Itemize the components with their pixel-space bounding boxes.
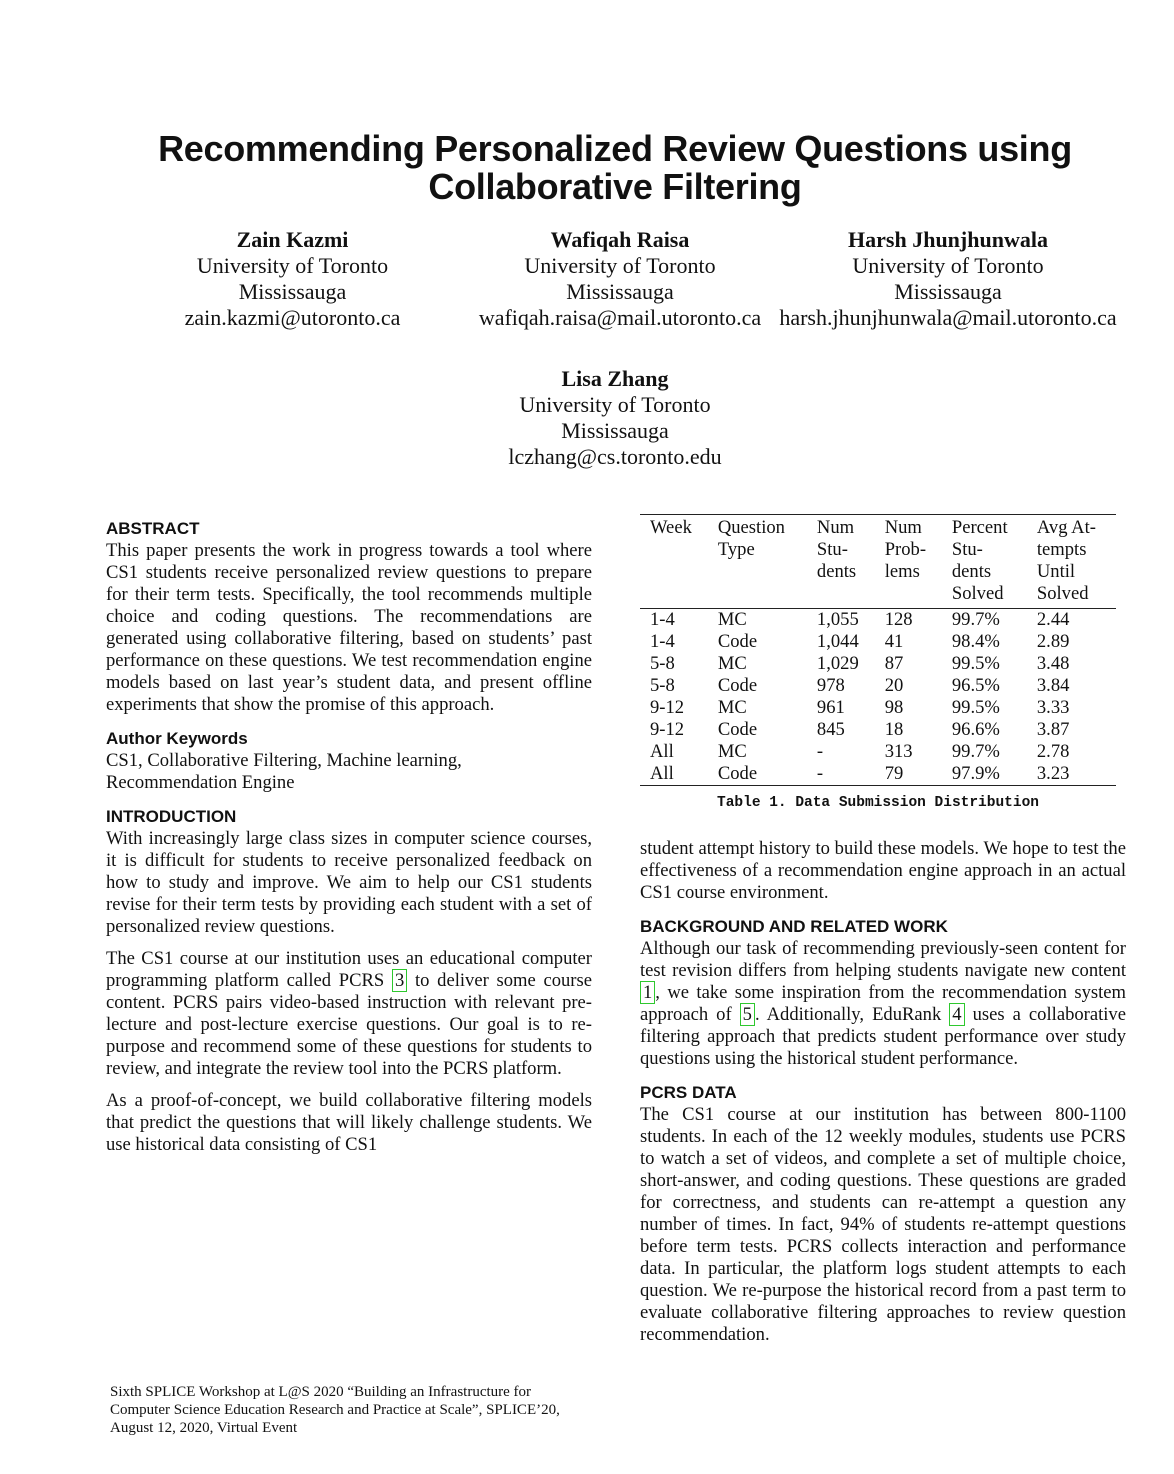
pcrs-heading: PCRS DATA (640, 1083, 737, 1102)
data-table-figure (640, 514, 1116, 814)
citation-link[interactable]: 4 (949, 1003, 964, 1026)
left-column (106, 518, 592, 1156)
citation-link[interactable]: 3 (392, 969, 407, 992)
table-cell: - (816, 763, 824, 784)
table-row (640, 675, 1116, 697)
author-block (779, 227, 1117, 331)
citation-link[interactable]: 1 (640, 981, 655, 1004)
table-cell: 961 (816, 697, 845, 718)
table-cell: 1,044 (816, 631, 859, 652)
intro-paragraph-3: As a proof-of-concept, we build collaborative filtering models that predict the questions that will likely challenge students. We use historical data consisting of CS1 (106, 1090, 592, 1155)
background-text: Although our task of recommending previously-seen content for test revision differs from helping students navigate new content 1 , we take some inspiration from the recommendation system approach of 5 . Additionally, EduRank 4 uses a collaborative filtering approach that predicts student performance over study questions using the historical student performance. (640, 938, 1126, 1069)
intro-paragraph-3-continued: student attempt history to build these models. We hope to test the effectiveness of a recommendation engine approach in an actual CS1 course environment. (640, 838, 1126, 903)
table-row (640, 763, 1116, 786)
table-cell: 128 (884, 609, 913, 630)
keywords-text: CS1, Collaborative Filtering, Machine learning, Recommendation Engine (106, 750, 462, 793)
abstract-text: This paper presents the work in progress towards a tool where CS1 students receive personalized review questions to prepare for their term tests. Specifically, the tool recommends multiple choice and coding questions. The recommendations are generated using collaborative filtering, based on students’ past performance on these questions. We test recommendation engine models based on last year’s student data, and present offline experiments that show the promise of this approach. (106, 540, 592, 715)
table-cell: 1-4 (650, 631, 675, 652)
table-cell: 99.7% (951, 741, 1000, 762)
table-cell: All (650, 741, 674, 762)
table-cell: 96.5% (951, 675, 1000, 696)
table-cell: MC (717, 653, 747, 674)
table-cell: 5-8 (650, 675, 675, 696)
author-affiliation: University of Toronto (852, 253, 1044, 278)
table-cell: 87 (884, 653, 904, 674)
table-cell: 845 (816, 719, 845, 740)
author-block (462, 227, 778, 331)
table-row (640, 741, 1116, 763)
table-row (640, 697, 1116, 719)
author-block (150, 227, 435, 331)
table-cell: 99.5% (951, 653, 1000, 674)
introduction-heading: INTRODUCTION (106, 807, 237, 826)
table-cell: 3.84 (1036, 675, 1070, 696)
author-affiliation: University of Toronto (196, 253, 389, 278)
abstract-heading: ABSTRACT (106, 519, 200, 538)
data-submission-table (640, 514, 1116, 786)
table-caption: Table 1. Data Submission Distribution (717, 795, 1039, 811)
table-cell: 2.44 (1036, 609, 1070, 630)
table-cell: 2.89 (1036, 631, 1070, 652)
table-cell: 9-12 (650, 697, 685, 718)
author-name: Zain Kazmi (236, 227, 349, 252)
table-cell: MC (717, 609, 747, 630)
table-cell: 41 (884, 631, 904, 652)
table-cell: Code (717, 631, 758, 652)
author-email: harsh.jhunjhunwala@mail.utoronto.ca (779, 305, 1117, 330)
table-cell: Code (717, 675, 758, 696)
table-row (640, 631, 1116, 653)
table-row (640, 719, 1116, 741)
table-cell: 98 (884, 697, 904, 718)
author-affiliation: Mississauga (561, 418, 669, 443)
table-cell: Code (717, 719, 758, 740)
table-header: Num Stu- dents (816, 517, 857, 582)
author-name: Lisa Zhang (561, 366, 669, 391)
author-name: Harsh Jhunjhunwala (848, 227, 1048, 252)
table-cell: 1-4 (650, 609, 675, 630)
author-email: wafiqah.raisa@mail.utoronto.ca (478, 305, 762, 330)
right-column (640, 838, 1126, 1346)
table-row (640, 609, 1116, 632)
background-heading: BACKGROUND AND RELATED WORK (640, 917, 948, 936)
citation-link[interactable]: 5 (740, 1003, 755, 1026)
author-affiliation: Mississauga (238, 279, 347, 304)
author-email: lczhang@cs.toronto.edu (508, 444, 722, 469)
intro-paragraph-1: With increasingly large class sizes in computer science courses, it is difficult for students to receive personalized feedback on how to study and improve. We aim to help our CS1 students revise for their term tests by providing each student with a set of personalized review questions. (106, 828, 592, 937)
author-affiliation: Mississauga (894, 279, 1002, 304)
author-name: Wafiqah Raisa (550, 227, 690, 252)
table-cell: Code (717, 763, 758, 784)
table-cell: 3.33 (1036, 697, 1070, 718)
footnote: Sixth SPLICE Workshop at L@S 2020 “Building an Infrastructure for Computer Science Education Research and Practice at Scale”, SPLICE’20, August 12, 2020, Virtual Event (110, 1384, 560, 1436)
table-cell: 3.48 (1036, 653, 1070, 674)
table-cell: 3.87 (1036, 719, 1070, 740)
table-cell: All (650, 763, 674, 784)
table-cell: 9-12 (650, 719, 685, 740)
table-header: Week (650, 517, 692, 538)
table-cell: 96.6% (951, 719, 1000, 740)
table-cell: - (816, 741, 824, 762)
table-cell: 20 (884, 675, 904, 696)
table-cell: 2.78 (1036, 741, 1070, 762)
author-affiliation: University of Toronto (524, 253, 716, 278)
table-cell: 3.23 (1036, 763, 1070, 784)
author-affiliation: Mississauga (566, 279, 674, 304)
table-cell: 99.7% (951, 609, 1000, 630)
author-block (470, 366, 760, 470)
table-cell: 1,055 (816, 609, 859, 630)
table-cell: MC (717, 697, 747, 718)
table-cell: 5-8 (650, 653, 675, 674)
table-cell: 97.9% (951, 763, 1000, 784)
author-email: zain.kazmi@utoronto.ca (184, 305, 401, 330)
table-cell: 98.4% (951, 631, 1000, 652)
pcrs-text: The CS1 course at our institution has between 800-1100 students. In each of the 12 weekly modules, students use PCRS to watch a set of videos, and complete a set of multiple choice, short-answer, and coding questions. These questions are graded for correctness, and students can re-attempt a question any number of times. In fact, 94% of students re-attempt questions before term tests. PCRS collects interaction and performance data. In particular, the platform logs student attempts to each question. We re-purpose the historical record from a past term to evaluate collaborative filtering approaches to review question recommendation. (640, 1104, 1126, 1345)
table-cell: MC (717, 741, 747, 762)
table-header: Avg At- tempts Until Solved (1036, 517, 1096, 604)
keywords-heading: Author Keywords (106, 729, 248, 748)
table-cell: 18 (884, 719, 904, 740)
table-row (640, 653, 1116, 675)
table-header: Question Type (717, 517, 785, 560)
table-cell: 1,029 (816, 653, 859, 674)
table-cell: 99.5% (951, 697, 1000, 718)
table-header: Percent Stu- dents Solved (951, 517, 1008, 604)
table-cell: 978 (816, 675, 845, 696)
paper-title: Recommending Personalized Review Questions using Collaborative Filtering (158, 128, 1072, 207)
intro-paragraph-2: The CS1 course at our institution uses an educational computer programming platform called PCRS 3 to deliver some course content. PCRS pairs video-based instruction with relevant pre-lecture and post-lecture exercise questions. Our goal is to re-purpose and recommend some of these questions for students to review, and integrate the review tool into the PCRS platform. (106, 948, 592, 1079)
author-affiliation: University of Toronto (519, 392, 711, 417)
table-header: Num Prob- lems (884, 517, 927, 582)
table-cell: 313 (884, 741, 913, 762)
table-cell: 79 (884, 763, 904, 784)
